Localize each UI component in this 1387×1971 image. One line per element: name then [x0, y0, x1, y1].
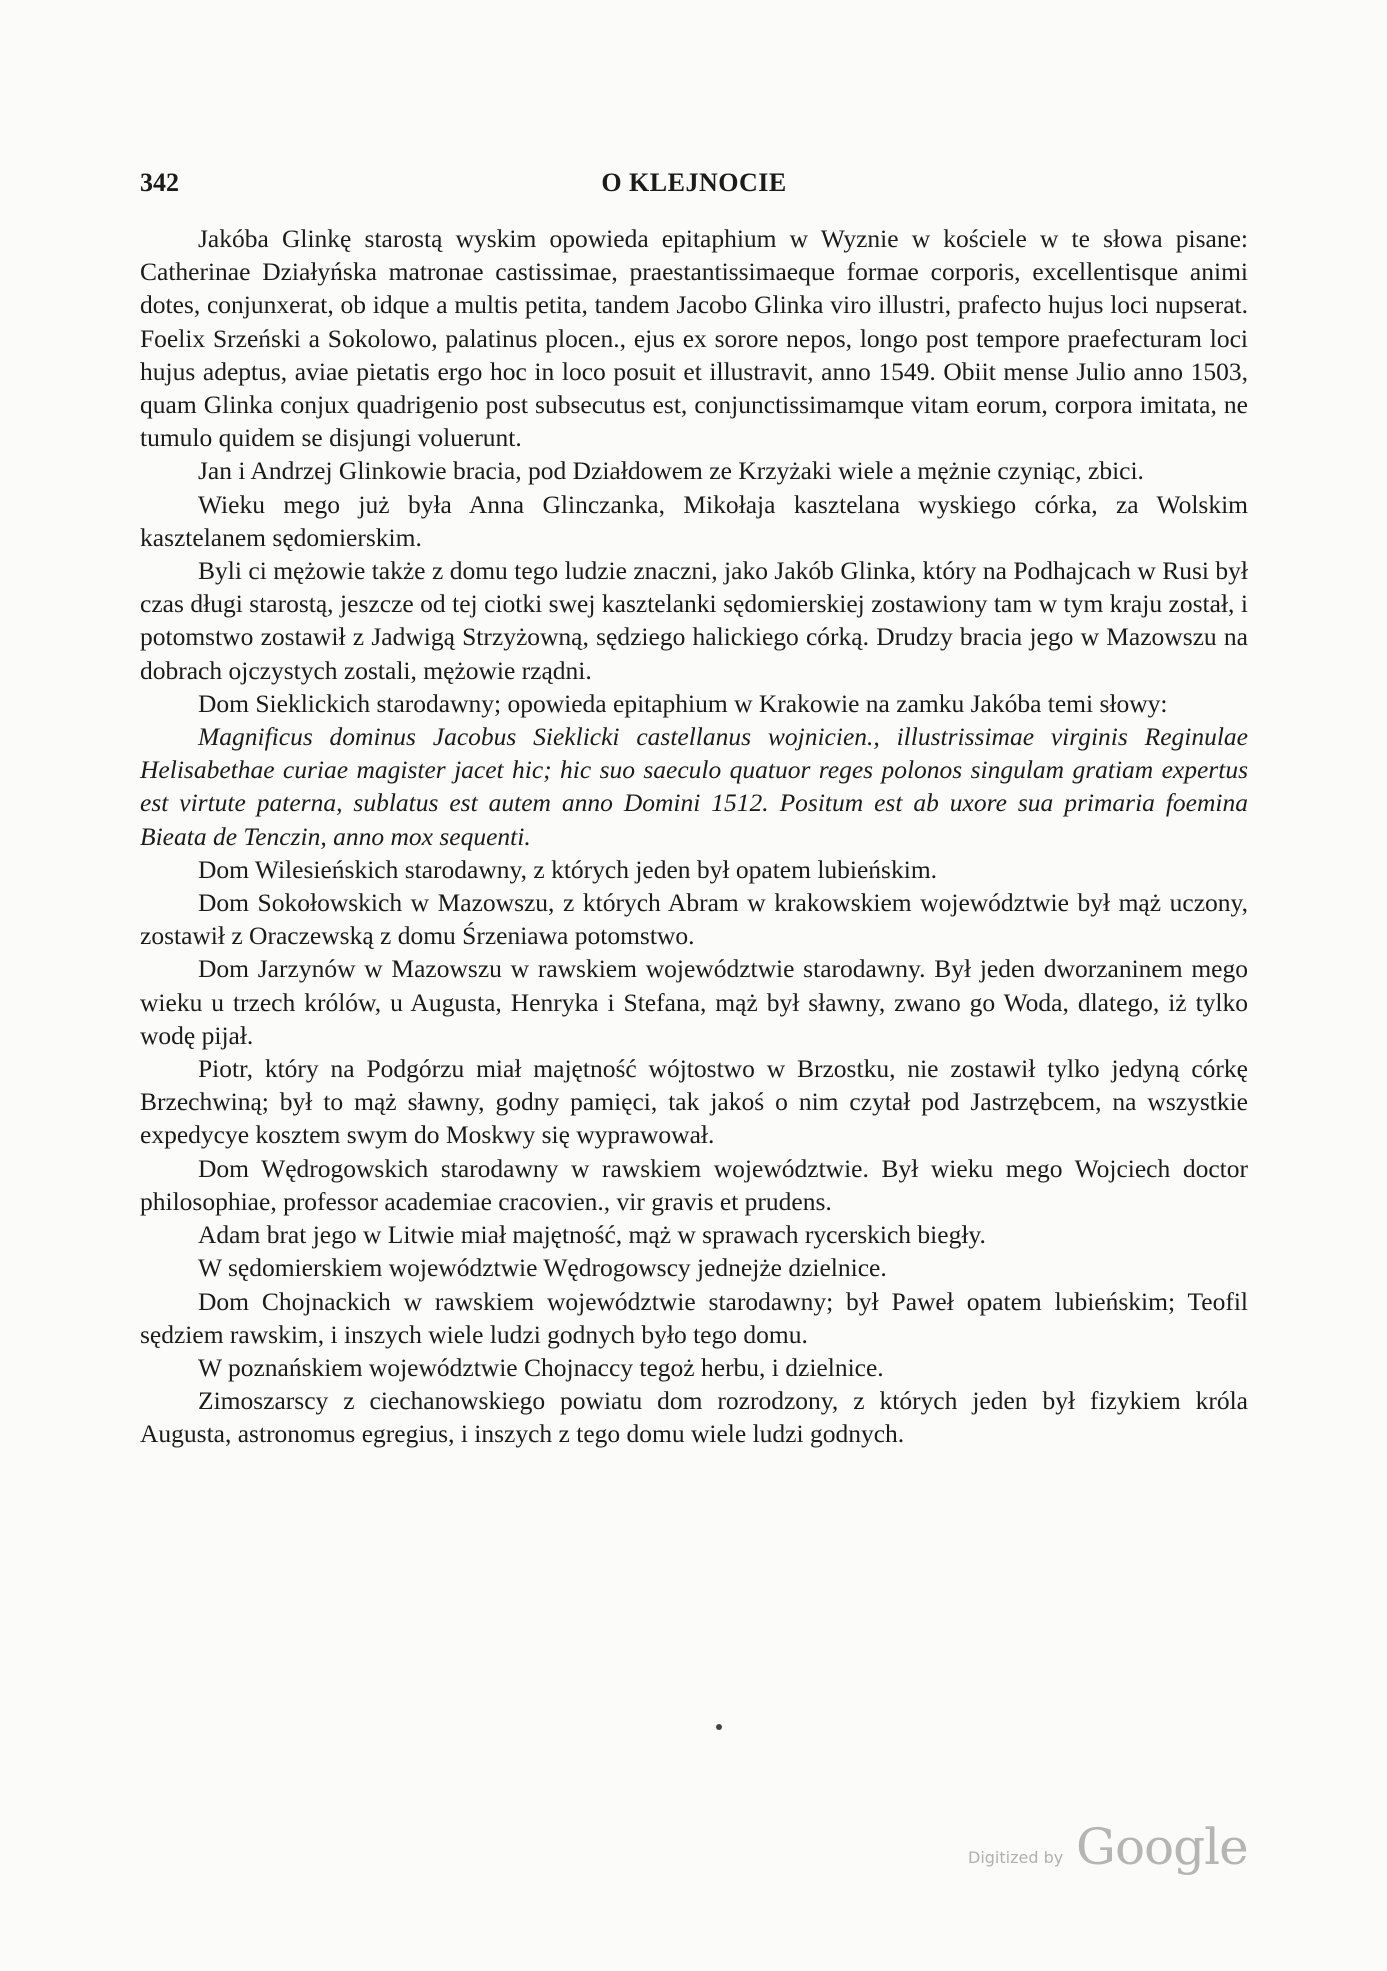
digitized-footer — [968, 1818, 1258, 1878]
paragraph: W sędomierskiem województwie Wędrogowscy jednejże dzielnice. — [198, 1253, 887, 1283]
paragraph: Dom Sokołowskich w Mazowszu, z których Abram w krakowskiem województwie był mąż uczony, zostawił z Oraczewską z domu Śrzeniawa potomstwo. — [140, 888, 1248, 951]
paragraph: Dom Wilesieńskich starodawny, z których jeden był opatem lubieńskim. — [198, 854, 938, 884]
paragraph: Jakóba Glinkę starostą wyskim opowieda epitaphium w Wyznie w kościele w te słowa pisane: Catherinae Działyńska matronae castissimae, praestantissimaeque formae corporis, excellentisque animi dotes, conjunxerat, ob idque a multis petita, tandem Jacobo Glinka viro illustri, prafecto hujus loci nupserat. Foelix Srzeński a Sokolowo, palatinus plocen., ejus ex sorore nepos, longo post tempore praefecturam loci hujus adeptus, aviae pietatis ergo hoc in loco posuit et illustravit, anno 1549. Obiit mense Julio anno 1503, quam Glinka conjux quadrigenio post subsecutus est, conjunctissimamque vitam eorum, corpora imitata, ne tumulo quidem se disjungi voluerunt. — [140, 224, 1248, 453]
paragraph: Dom Wędrogowskich starodawny w rawskiem województwie. Był wieku mego Wojciech doctor philosophiae, professor academiae cracovien., vir gravis et prudens. — [140, 1153, 1248, 1216]
paragraph: Wieku mego już była Anna Glinczanka, Mikołaja kasztelana wyskiego córka, za Wolskim kasztelanem sędomierskim. — [140, 489, 1248, 552]
google-logo: Google — [1076, 1818, 1248, 1876]
paragraph: Zimoszarscy z ciechanowskiego powiatu dom rozrodzony, z których jeden był fizykiem króla Augusta, astronomus egregius, i inszych z tego domu wiele ludzi godnych. — [140, 1386, 1248, 1449]
paragraph: Adam brat jego w Litwie miał majętność, mąż w sprawach rycerskich biegły. — [198, 1220, 986, 1250]
paragraph: Dom Jarzynów w Mazowszu w rawskiem województwie starodawny. Był jeden dworzaninem mego wieku u trzech królów, u Augusta, Henryka i Stefana, mąż był sławny, zwano go Woda, dlatego, iż tylko wodę pijał. — [140, 954, 1248, 1050]
scan-speck — [716, 1724, 722, 1730]
epitaph-quote: Magnificus dominus Jacobus Sieklicki castellanus wojnicien., illustrissimae virginis Reginulae Helisabethae curiae magister jacet hic; hic suo saeculo quatuor reges polonos singulam gratiam expertus est virtute paterna, sublatus est autem anno Domini 1512. Positum est ab uxore sua primaria foemina Bieata de Tenczin, anno mox sequenti. — [140, 722, 1248, 851]
paragraph: Dom Sieklickich starodawny; opowieda epitaphium w Krakowie na zamku Jakóba temi słowy: — [198, 688, 1168, 718]
paragraph: Piotr, który na Podgórzu miał majętność wójtostwo w Brzostku, nie zostawił tylko jedyną córkę Brzechwiną; był to mąż sławny, godny pamięci, tak jakoś o nim czytał pod Jastrzębcem, na wszystkie expedycye kosztem swym do Moskwy się wyprawował. — [140, 1054, 1248, 1150]
paragraph: Dom Chojnackich w rawskiem województwie starodawny; był Paweł opatem lubieńskim; Teofil sędziem rawskim, i inszych wiele ludzi godnych było tego domu. — [140, 1286, 1248, 1349]
paragraph: Jan i Andrzej Glinkowie bracia, pod Działdowem ze Krzyżaki wiele a mężnie czyniąc, zbici. — [198, 456, 1144, 486]
page-header — [140, 168, 1248, 208]
page-number: 342 — [140, 168, 179, 197]
running-title: O KLEJNOCIE — [601, 168, 787, 197]
paragraph: W poznańskiem województwie Chojnaccy tegoż herbu, i dzielnice. — [198, 1352, 884, 1382]
digitized-by-label: Digitized by — [968, 1848, 1064, 1867]
paragraph: Byli ci mężowie także z domu tego ludzie znaczni, jako Jakób Glinka, który na Podhajcach w Rusi był czas długi starostą, jeszcze od tej ciotki swej kasztelanki sędomierskiej zostawiony tam w tym kraju został, i potomstwo zostawił z Jadwigą Strzyżowną, sędziego halickiego córką. Drudzy bracia jego w Mazowszu na dobrach ojczystych zostali, mężowie rządni. — [140, 556, 1248, 685]
body-text — [140, 222, 1248, 1451]
